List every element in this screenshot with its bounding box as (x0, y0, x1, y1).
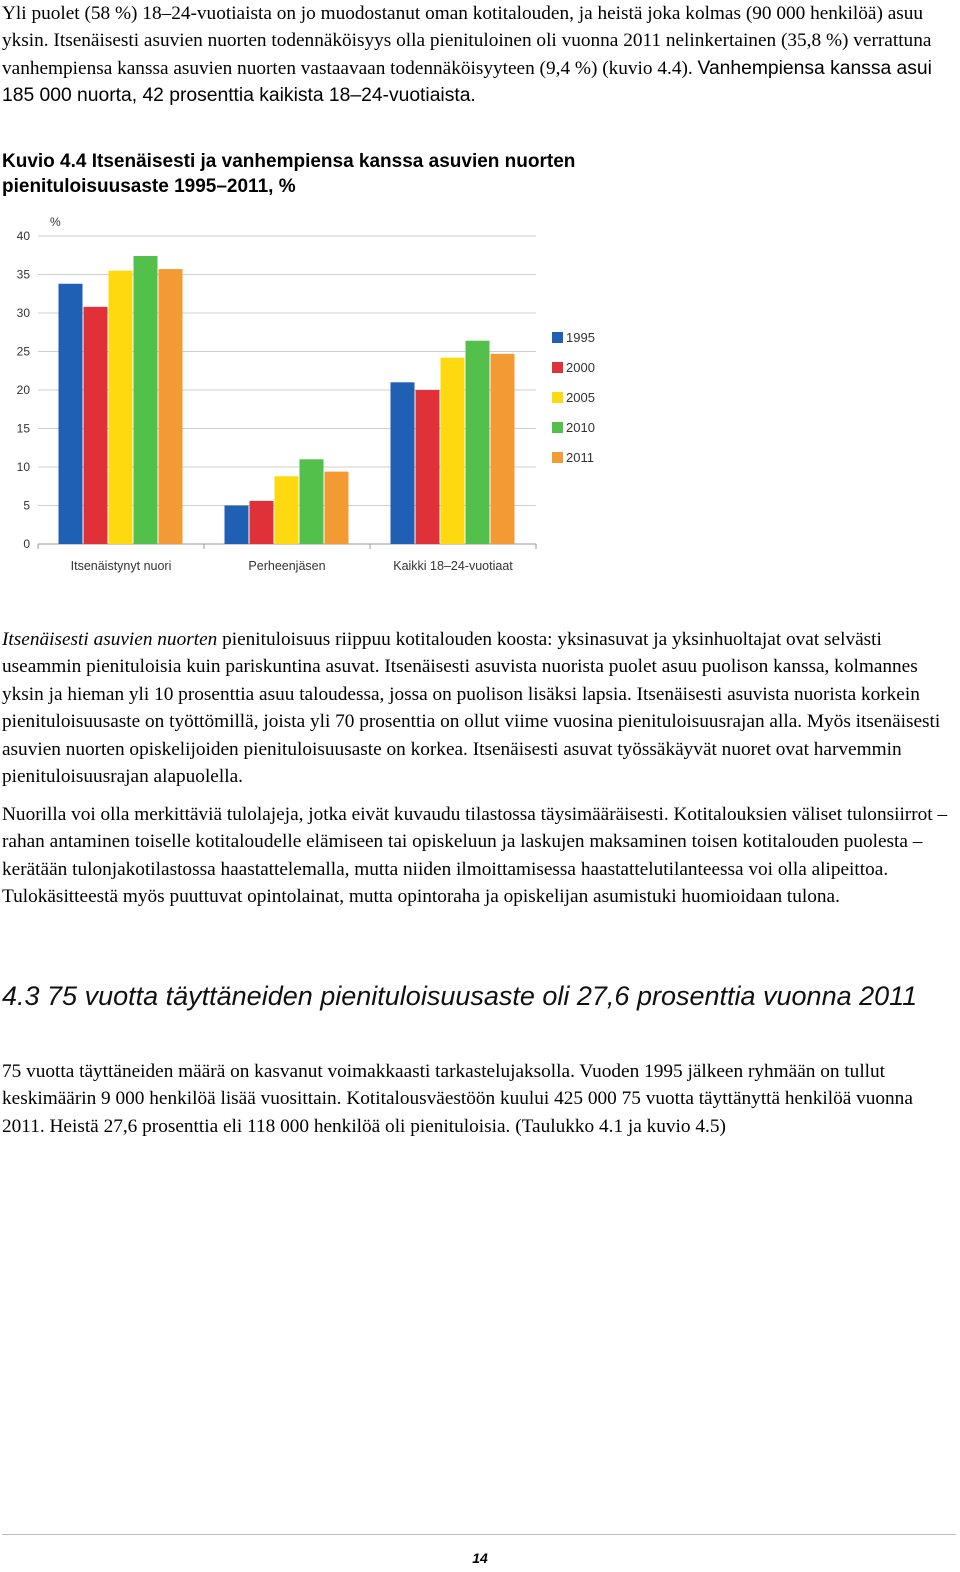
x-category-label: Itsenäistynyt nuori (70, 559, 172, 573)
legend-label: 2010 (566, 420, 595, 435)
body-paragraph-1-text: pienituloisuus riippuu kotitalouden koosta: yksinasuvat ja yksinhuoltajat ovat selvästi useammin pienituloisia kuin pariskuntina asuvat. Itsenäisesti asuvista nuorista puolet asuu puolison kanssa, kolmannes yksin ja hieman yli 10 prosenttia asuu taloudessa, jossa on puolison lisäksi lapsia. Itsenäisesti asuvista nuorista korkein pienituloisuusaste on työttömillä, joista yli 70 prosenttia on ollut viime vuosina pienituloisuusrajan alla. Myös itsenäisesti asuvien nuorten opiskelijoiden pienituloisuusaste on korkea. Itsenäisesti asuvat työssäkäyvät nuoret ovat harvemmin pienituloisuusrajan alapuolella. (2, 629, 941, 788)
bar (391, 382, 415, 544)
y-tick-label: 10 (16, 460, 30, 474)
section-heading: 4.3 75 vuotta täyttäneiden pienituloisuusaste oli 27,6 prosenttia vuonna 2011 (2, 981, 918, 1011)
legend-swatch (552, 332, 563, 343)
intro-text: Yli puolet (58 %) 18–24-vuotiaista on jo muodostanut oman kotitalouden, ja heistä joka kolmas (90 000 henkilöä) asuu yksin. Itsenäisesti asuvien nuorten todennäköisyys olla pienituloinen oli vuonna 2011 nelinkertainen (35,8 %) verrattuna vanhempiensa kanssa asuvien nuorten vastaavaan todennäköisyyteen (9,4 %) (kuvio 4.4). (2, 3, 932, 79)
bar (416, 390, 440, 544)
body-paragraph-1-italic: Itsenäisesti asuvien nuorten (2, 629, 218, 650)
y-axis-label: % (50, 215, 61, 229)
intro-text-sans: Vanhempiensa kanssa asui 185 000 nuorta, 42 prosenttia kaikista 18–24-vuotiaista. (2, 57, 932, 107)
legend-label: 1995 (566, 330, 595, 345)
footer-divider (2, 1534, 956, 1535)
y-tick-label: 20 (16, 383, 30, 397)
legend-swatch (552, 362, 563, 373)
bar (159, 269, 183, 544)
bar (134, 256, 158, 544)
figure-caption-line2: pienituloisuusaste 1995–2011, % (2, 176, 296, 197)
x-category-label: Kaikki 18–24-vuotiaat (393, 559, 513, 573)
bar (109, 271, 133, 544)
intro-paragraph (2, 0, 958, 110)
section-paragraph-1: 75 vuotta täyttäneiden määrä on kasvanut voimakkaasti tarkastelujaksolla. Vuoden 1995 jälkeen ryhmään on tullut keskimäärin 9 000 henkilöä lisää vuosittain. Kotitalousväestöön kuului 425 000 75 vuotta täyttänyttä henkilöä vuonna 2011. Heistä 27,6 prosenttia eli 118 000 henkilöä oli pienituloisia. (Taulukko 4.1 ja kuvio 4.5) (2, 1061, 913, 1137)
legend-label: 2011 (566, 450, 594, 465)
bar (491, 354, 515, 544)
y-tick-label: 40 (16, 229, 30, 243)
bar (466, 341, 490, 544)
y-tick-label: 5 (23, 498, 30, 513)
bar (59, 284, 83, 544)
bar (275, 476, 299, 544)
bar (84, 307, 108, 544)
y-tick-label: 30 (16, 306, 30, 320)
y-tick-label: 35 (16, 267, 30, 282)
legend-label: 2000 (566, 360, 595, 375)
legend-swatch (552, 452, 563, 463)
bar (441, 358, 465, 544)
bar (325, 472, 349, 544)
y-tick-label: 25 (16, 344, 30, 359)
legend-swatch (552, 392, 563, 403)
x-category-label: Perheenjäsen (248, 559, 326, 573)
legend-label: 2005 (566, 390, 595, 405)
bar (250, 501, 274, 544)
body-paragraph-1 (2, 626, 958, 790)
y-tick-label: 0 (23, 537, 30, 551)
bar (225, 506, 249, 545)
legend-swatch (552, 422, 563, 433)
body-paragraph-2: Nuorilla voi olla merkittäviä tulolajeja, jotka eivät kuvaudu tilastossa täysimääräisesti. Kotitalouksien väliset tulonsiirrot – rahan antaminen toiselle kotitaloudelle elämiseen tai opiskeluun ja laskujen maksaminen toisen kotitalouden puolesta – kerätään tulonjakotilastossa haastattelemalla, mutta niiden ilmoittamisessa haastattelutilanteessa voi olla alipeittoa. Tulokäsitteestä myös puuttuvat opintolainat, mutta opintoraha ja opiskelijan asumistuki huomioidaan tulona. (2, 804, 948, 908)
bar (300, 459, 324, 544)
figure-caption-line1: Kuvio 4.4 Itsenäisesti ja vanhempiensa kanssa asuvien nuorten (2, 151, 576, 172)
figure-caption (2, 149, 702, 199)
y-tick-label: 15 (16, 421, 30, 436)
page-number: 14 (472, 1550, 488, 1566)
bar-chart (0, 210, 620, 580)
